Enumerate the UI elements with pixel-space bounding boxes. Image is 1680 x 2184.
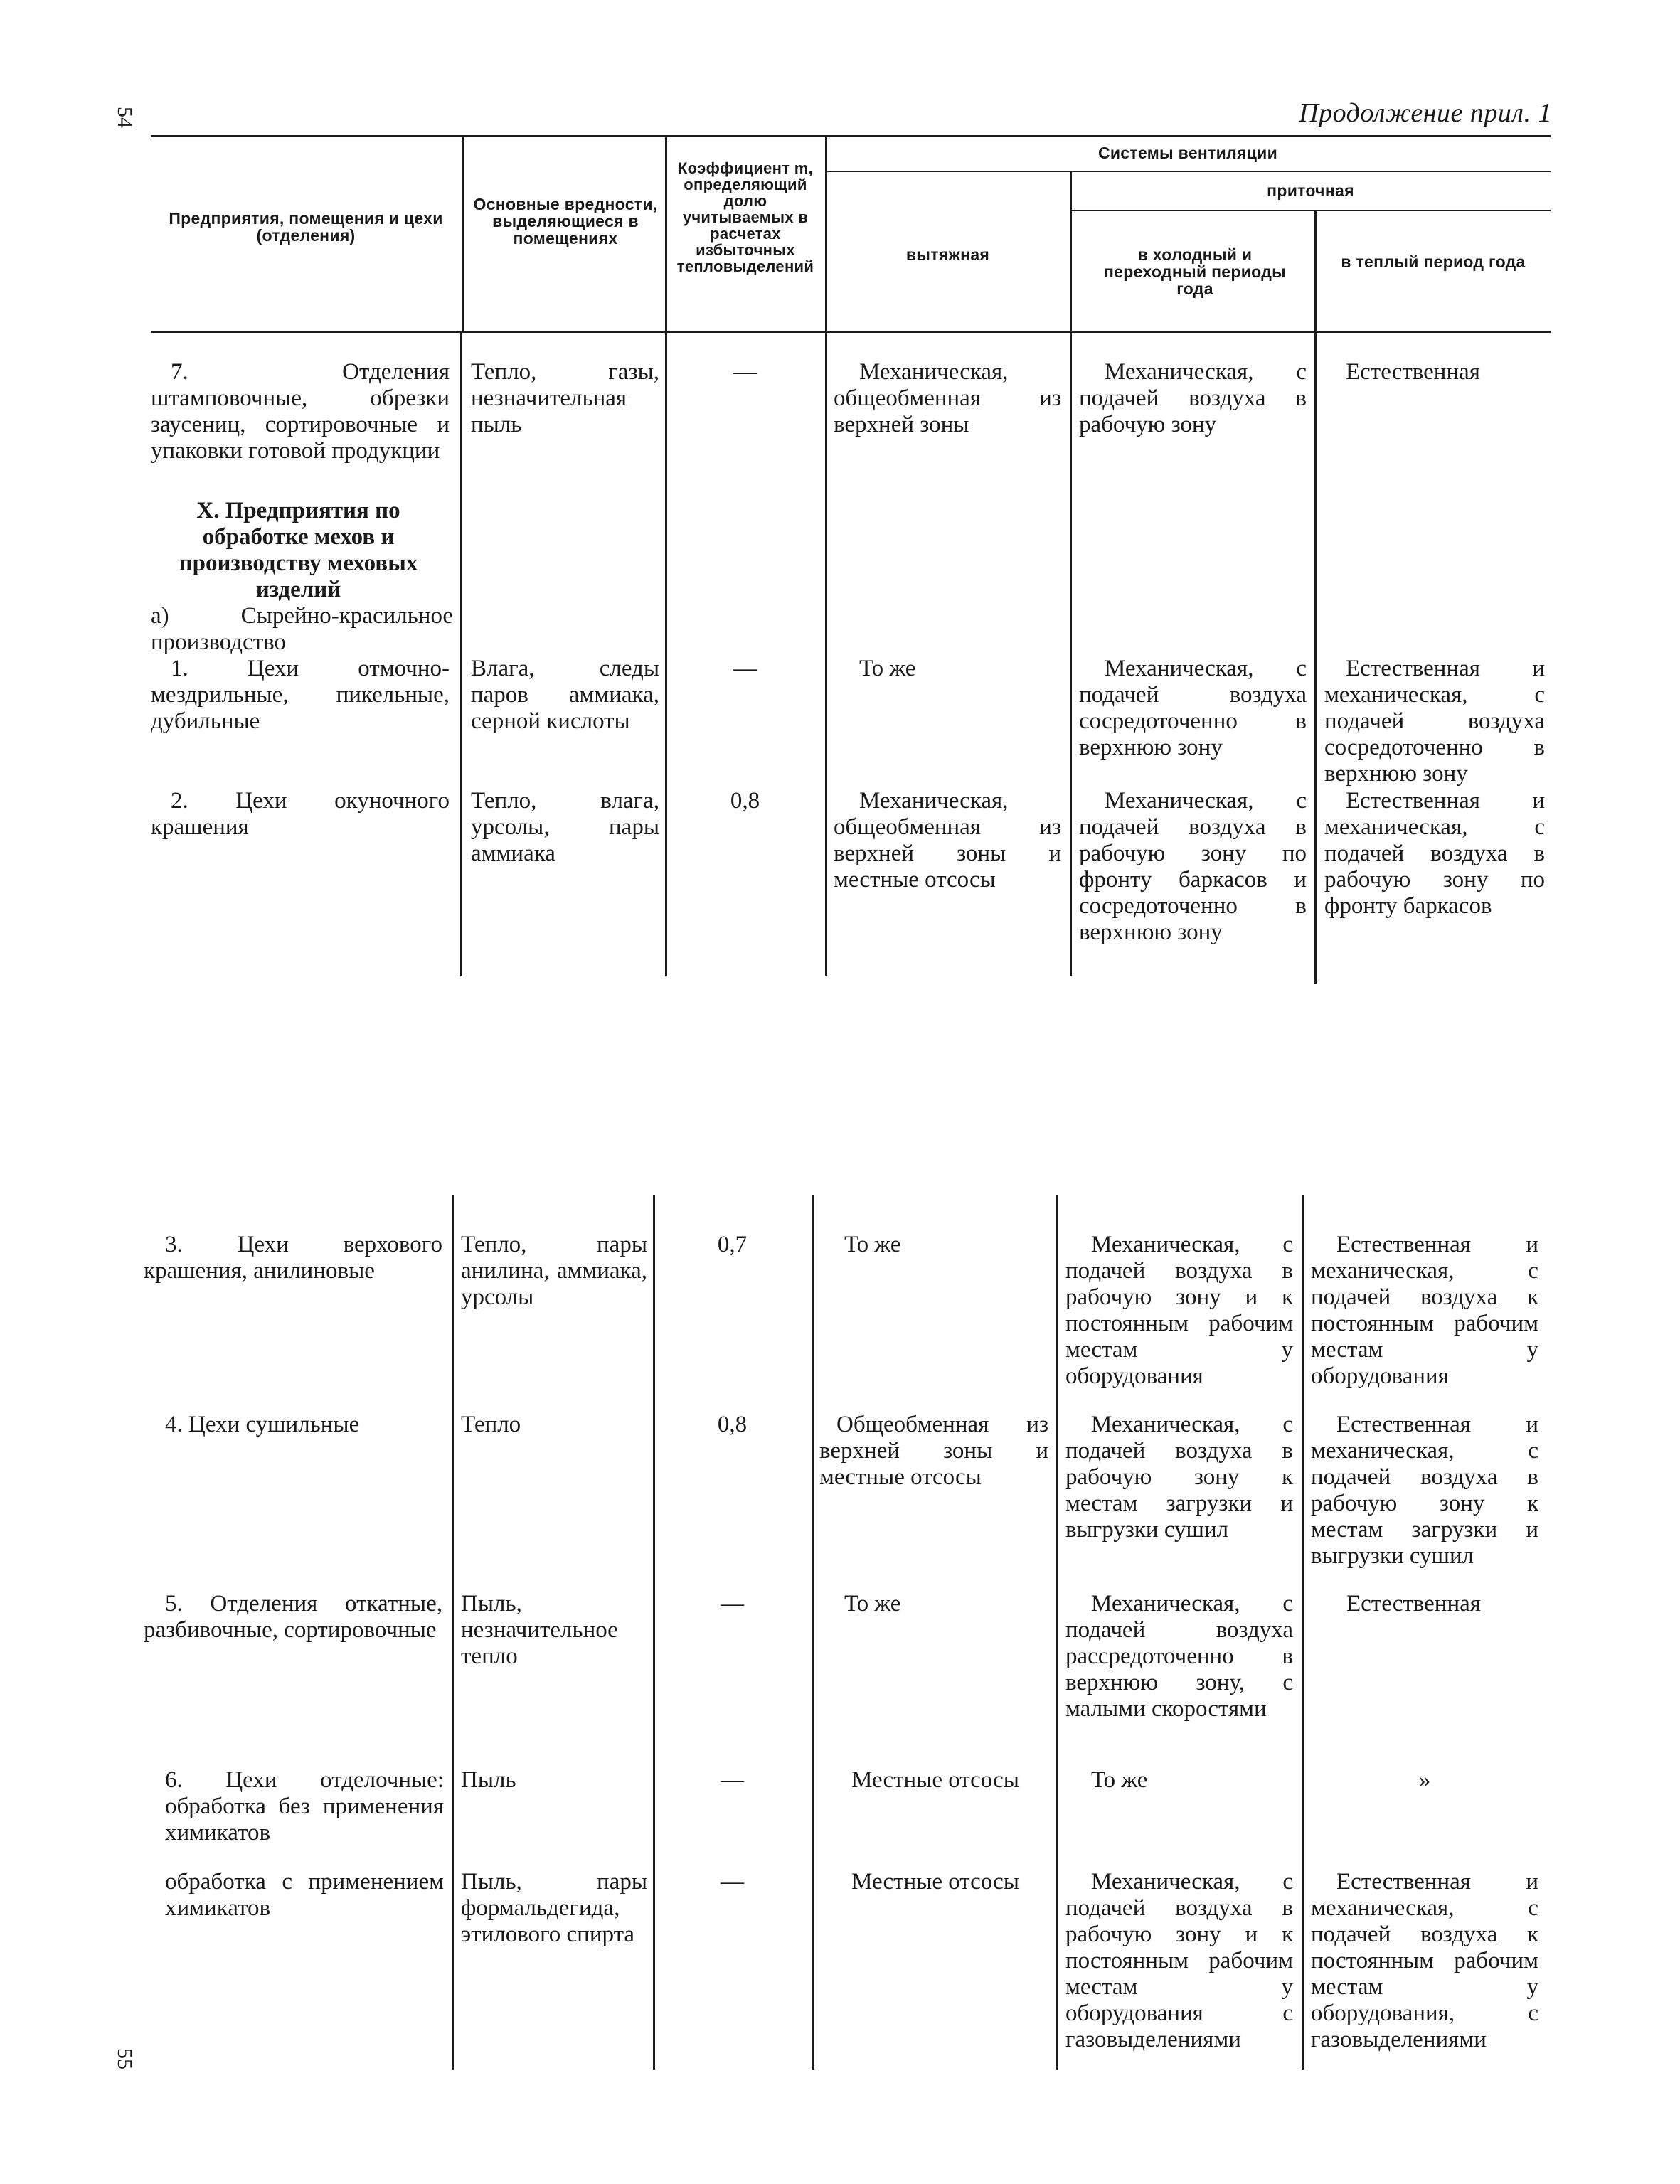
row-hazards: Влага, следы паров аммиака, серной кислоты bbox=[471, 656, 659, 734]
row-name: 4. Цехи сушильные bbox=[165, 1412, 360, 1437]
row-supply-cold: Механическая, с подачей воздуха в рабочую зону и к постоянным рабочим местам у оборудования bbox=[1065, 1232, 1293, 1389]
row-supply-warm: Естественная и механическая, с подачей воздуха в рабочую зону по фронту баркасов bbox=[1324, 788, 1545, 919]
row-hazards: Тепло, влага, урсолы, пары аммиака bbox=[471, 788, 659, 866]
header-enterprises: Предприятия, помещения и цехи (отделения) bbox=[169, 209, 443, 245]
row-name: 7. Отделения штамповочные, обрезки заусениц, сортировочные и упаковки готовой продукции bbox=[151, 359, 450, 464]
row-exhaust: Механическая, общеобменная из верхней зоны и местные отсосы bbox=[834, 788, 1061, 893]
row-coefficient: — bbox=[733, 656, 757, 681]
row-hazards: Пыль, пары формальдегида, этилового спирта bbox=[461, 1869, 647, 1947]
row-exhaust: Местные отсосы bbox=[851, 1869, 1019, 1895]
row-coefficient: 0,8 bbox=[730, 788, 760, 814]
section-title: X. Предприятия по обработке мехов и производству меховых изделий bbox=[179, 498, 418, 602]
row-coefficient: 0,8 bbox=[717, 1412, 748, 1437]
row-supply-warm: Естественная и механическая, с подачей воздуха к постоянным рабочим местам у оборудования, с газовыделениями bbox=[1311, 1869, 1538, 2052]
row-supply-warm: » bbox=[1418, 1767, 1431, 1793]
row-supply-warm: Естественная и механическая, с подачей воздуха сосредоточенно в верхнюю зону bbox=[1324, 656, 1545, 787]
header-hazards: Основные вредности, выделяющиеся в помещениях bbox=[473, 195, 658, 247]
row-hazards: Тепло bbox=[461, 1412, 521, 1437]
row-supply-cold: Механическая, с подачей воздуха в рабочую зону по фронту баркасов и сосредоточенно в верхнюю зону bbox=[1079, 788, 1307, 945]
page-number-bottom: 55 bbox=[113, 2048, 137, 2070]
row-coefficient: — bbox=[721, 1767, 744, 1793]
row-supply-cold: Механическая, с подачей воздуха в рабочую зону bbox=[1079, 359, 1307, 437]
row-name: 6. Цехи отделочные: обработка без применения химикатов bbox=[165, 1767, 444, 1845]
row-coefficient: 0,7 bbox=[717, 1232, 748, 1257]
row-exhaust: То же bbox=[844, 1591, 901, 1616]
subsection-title: а) Сырейно-красильное производство bbox=[151, 603, 453, 655]
row-supply-warm: Естественная bbox=[1346, 1591, 1481, 1616]
row-supply-cold: Механическая, с подачей воздуха в рабочую зону и к постоянным рабочим местам у оборудования с газовыделениями bbox=[1065, 1869, 1293, 2052]
row-supply-warm: Естественная и механическая, с подачей воздуха к постоянным рабочим местам у оборудования bbox=[1311, 1232, 1538, 1389]
row-exhaust: Общеобменная из верхней зоны и местные отсосы bbox=[819, 1412, 1048, 1490]
row-supply-cold: Механическая, с подачей воздуха сосредоточенно в верхнюю зону bbox=[1079, 656, 1307, 760]
row-name: 2. Цехи окуночного крашения bbox=[151, 788, 450, 840]
row-name: 5. Отделения откатные, разбивочные, сортировочные bbox=[144, 1591, 442, 1643]
row-exhaust: То же bbox=[844, 1232, 901, 1257]
header-systems: Системы вентиляции bbox=[1097, 144, 1278, 162]
row-supply-cold: Механическая, с подачей воздуха в рабочую зону к местам загрузки и выгрузки сушил bbox=[1065, 1412, 1293, 1543]
header-cold: в холодный и переходный периоды года bbox=[1103, 245, 1287, 298]
row-name: 1. Цехи отмочно-мездрильные, пикельные, дубильные bbox=[151, 656, 450, 734]
header-exhaust: вытяжная bbox=[905, 245, 990, 264]
row-exhaust: Механическая, общеобменная из верхней зоны bbox=[834, 359, 1061, 437]
row-supply-cold: Механическая, с подачей воздуха рассредоточенно в верхнюю зону, с малыми скоростями bbox=[1065, 1591, 1293, 1722]
row-exhaust: То же bbox=[859, 656, 916, 681]
page-number-top: 54 bbox=[113, 107, 137, 128]
row-supply-cold: То же bbox=[1091, 1767, 1148, 1793]
row-supply-warm: Естественная и механическая, с подачей воздуха в рабочую зону к местам загрузки и выгрузки сушил bbox=[1311, 1412, 1538, 1569]
row-name: 3. Цехи верхового крашения, анилиновые bbox=[144, 1232, 442, 1284]
header-supply: приточная bbox=[1267, 181, 1354, 200]
row-name: обработка с применением химикатов bbox=[165, 1869, 444, 1921]
row-hazards: Тепло, газы, незначительная пыль bbox=[471, 359, 659, 437]
row-coefficient: — bbox=[733, 359, 757, 385]
row-supply-warm: Естественная bbox=[1346, 359, 1480, 385]
row-hazards: Пыль, незначительное тепло bbox=[461, 1591, 618, 1669]
row-hazards: Пыль bbox=[461, 1767, 516, 1793]
continuation-note: Продолжение прил. 1 bbox=[1299, 98, 1552, 128]
header-coefficient: Коэффициент m, определяющий долю учитываемых в расчетах избыточных тепловыделений bbox=[676, 159, 814, 275]
row-exhaust: Местные отсосы bbox=[851, 1767, 1019, 1793]
header-warm: в теплый период года bbox=[1341, 252, 1526, 271]
row-coefficient: — bbox=[721, 1591, 744, 1616]
row-hazards: Тепло, пары анилина, аммиака, урсолы bbox=[461, 1232, 647, 1310]
row-coefficient: — bbox=[721, 1869, 744, 1895]
